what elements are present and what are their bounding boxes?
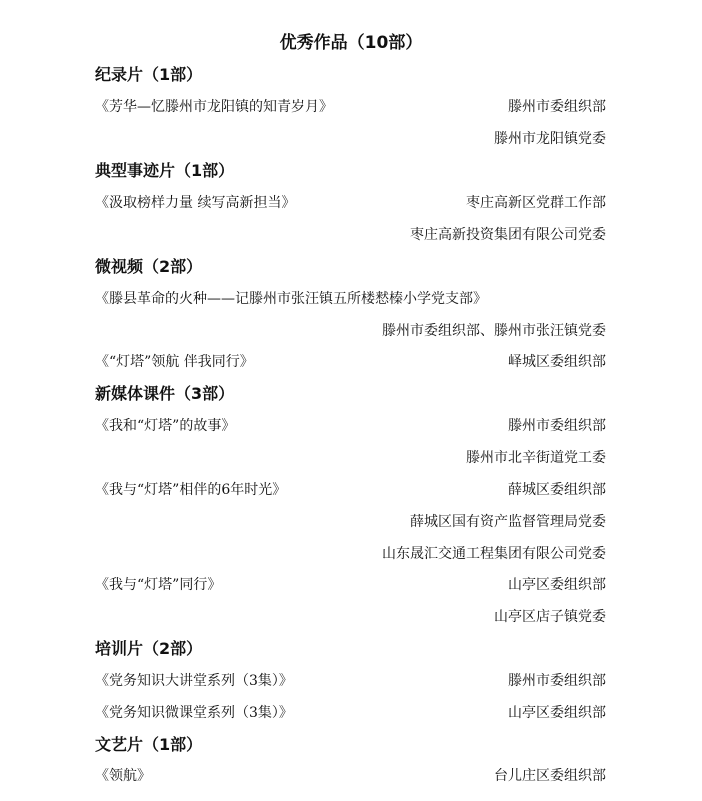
section-heading: 文艺片（1部）: [95, 735, 203, 754]
section-heading: 微视频（2部）: [95, 257, 203, 276]
organization: 枣庄高新投资集团有限公司党委: [410, 227, 606, 243]
organization: 枣庄高新区党群工作部: [466, 195, 606, 211]
section-heading: 新媒体课件（3部）: [95, 384, 235, 403]
organization: 峄城区委组织部: [508, 354, 606, 370]
organization: 山亭区委组织部: [508, 705, 606, 721]
section-heading: 纪录片（1部）: [95, 65, 203, 84]
section-heading: 培训片（2部）: [95, 639, 203, 658]
organization: 滕州市委组织部: [508, 673, 606, 689]
work-title: 《滕县革命的火种——记滕州市张汪镇五所楼慭榛小学党支部》: [95, 291, 487, 307]
section-heading: 典型事迹片（1部）: [95, 161, 235, 180]
organization: 滕州市委组织部: [508, 418, 606, 434]
work-title: 《我与“灯塔”相伴的6年时光》: [95, 482, 287, 498]
work-title: 《“灯塔”领航 伴我同行》: [95, 354, 254, 370]
work-title: 《我与“灯塔”同行》: [95, 577, 222, 593]
work-title: 《党务知识微课堂系列（3集）》: [95, 705, 293, 721]
work-title: 《领航》: [95, 768, 151, 784]
organization: 薛城区委组织部: [508, 482, 606, 498]
organization: 滕州市委组织部、滕州市张汪镇党委: [382, 323, 606, 339]
organization: 滕州市龙阳镇党委: [494, 131, 606, 147]
organization: 山亭区委组织部: [508, 577, 606, 593]
organization: 山亭区店子镇党委: [494, 609, 606, 625]
organization: 滕州市北辛街道党工委: [466, 450, 606, 466]
work-title: 《芳华—忆滕州市龙阳镇的知青岁月》: [95, 99, 333, 115]
organization: 薛城区国有资产监督管理局党委: [410, 514, 606, 530]
work-title: 《党务知识大讲堂系列（3集）》: [95, 673, 293, 689]
organization: 山东晟汇交通工程集团有限公司党委: [382, 546, 606, 562]
work-title: 《我和“灯塔”的故事》: [95, 418, 236, 434]
organization: 台儿庄区委组织部: [494, 768, 606, 784]
work-title: 《汲取榜样力量 续写高新担当》: [95, 195, 296, 211]
organization: 滕州市委组织部: [508, 99, 606, 115]
page-title: 优秀作品（10部）: [279, 33, 423, 53]
